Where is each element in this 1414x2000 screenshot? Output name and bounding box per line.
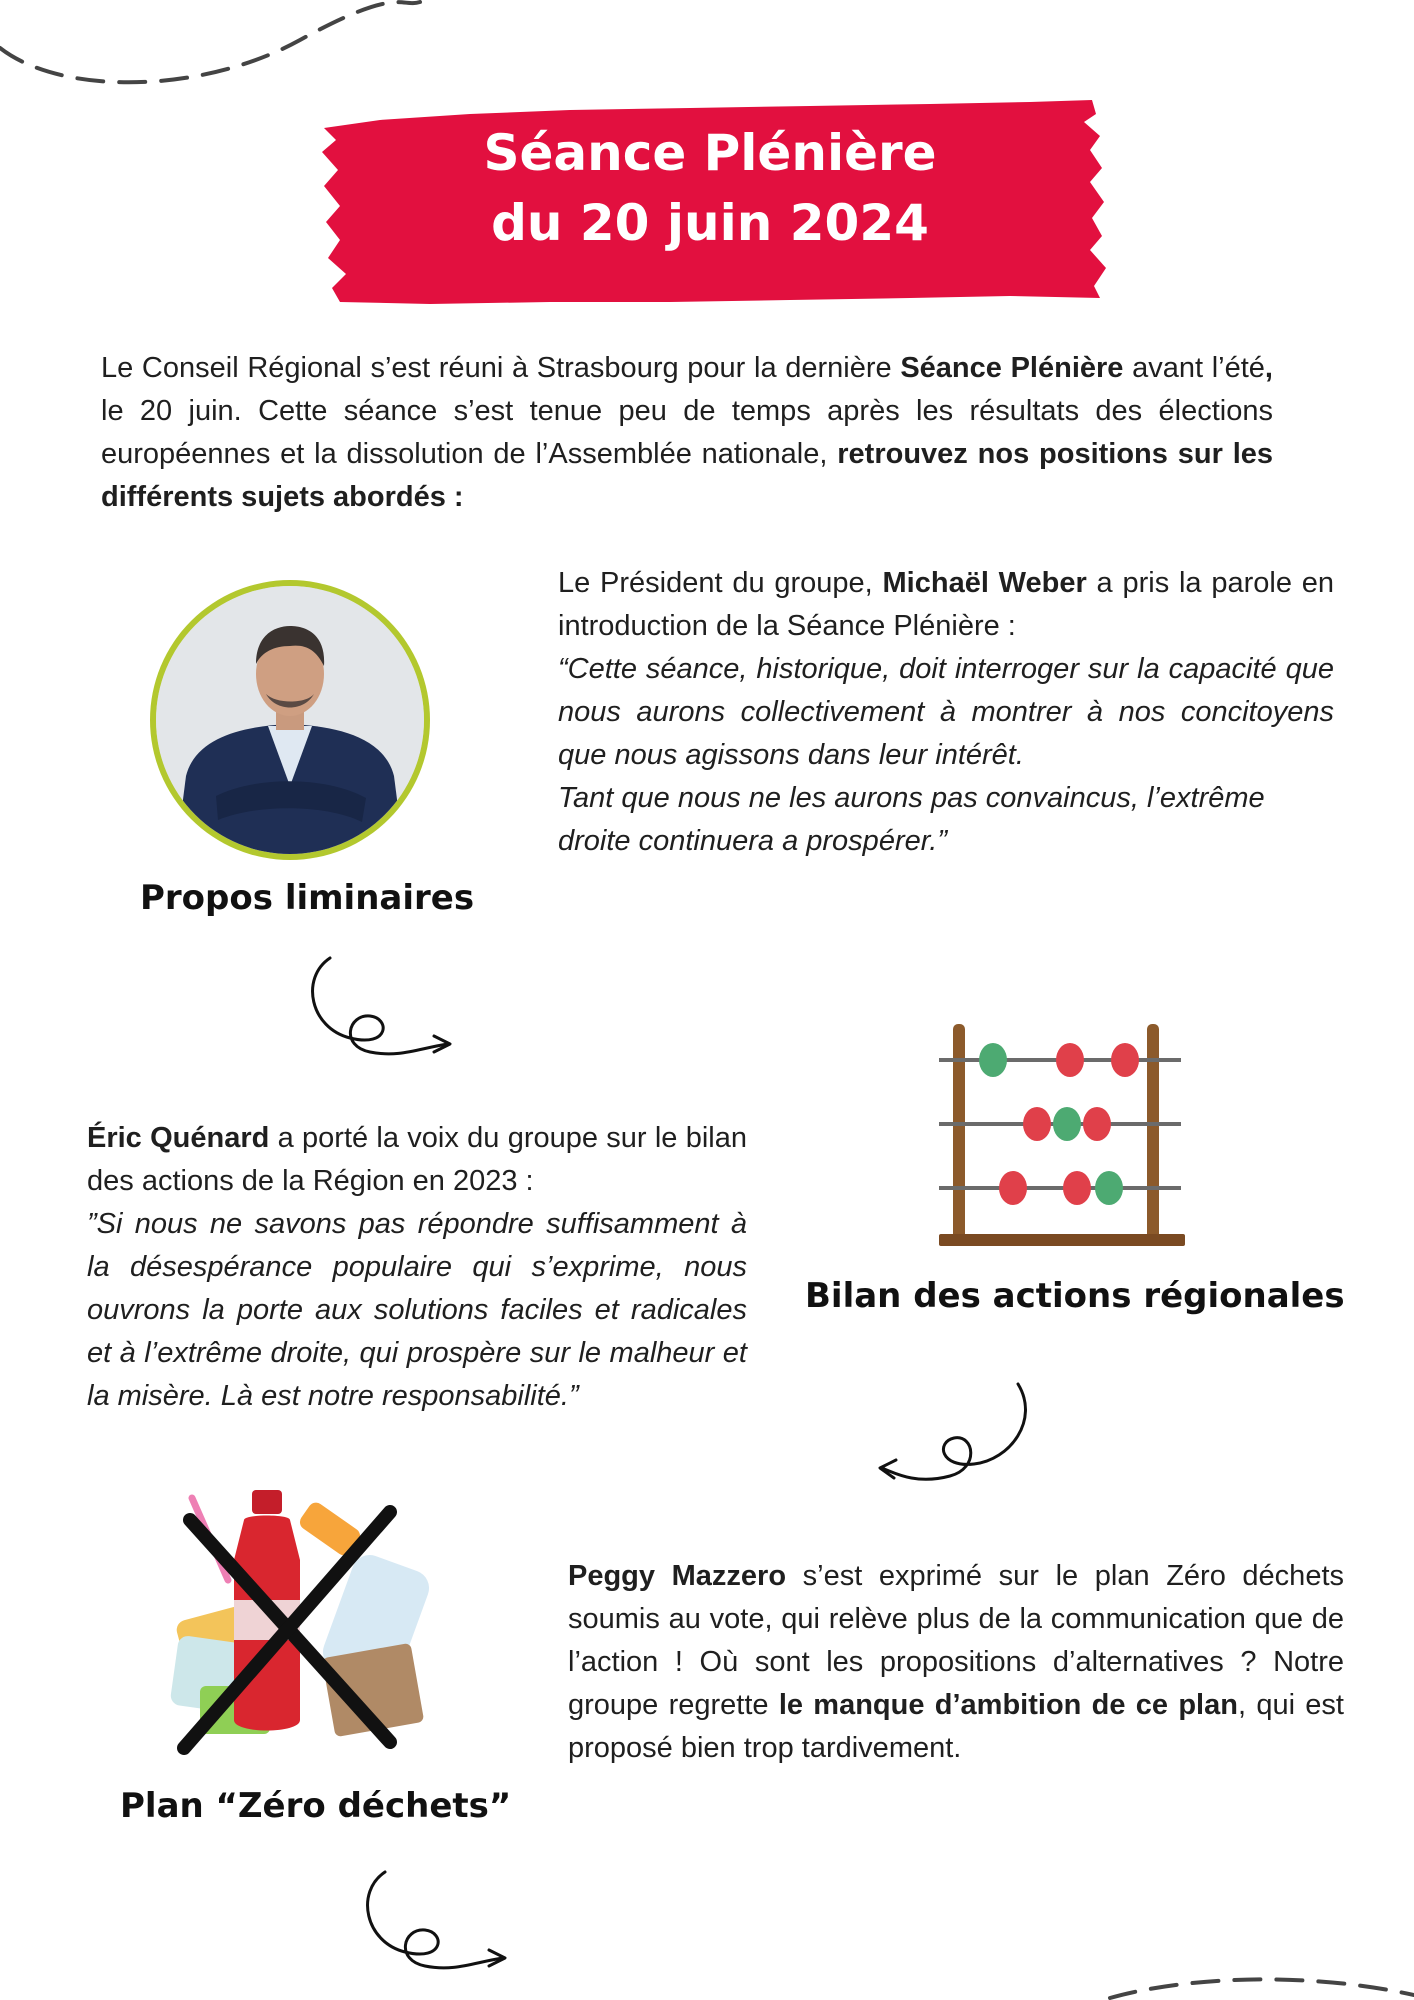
weber-text-2: a pris la parole en introduction de la Séance Plénière : [558,567,1334,642]
weber-quote-1: “Cette séance, historique, doit interroger sur la capacité que nous aurons collectivement à montrer à nos concitoyens que nous agissons dans leur intérêt. [558,653,1334,771]
mazzero-text-2: , qui est proposé bien trop tardivement. [568,1689,1344,1764]
curly-arrow-right-icon [300,948,460,1068]
heading-plan-zero-dechets: Plan “Zéro déchets” [120,1786,512,1826]
intro-text-3: le 20 juin. Cette séance s’est tenue peu de temps après les résultats des élections européennes et la dissolution de l’Assemblée nationale, [101,395,1273,470]
intro-text-2: avant l’été [1123,352,1265,384]
mazzero-text-1: s’est exprimé sur le plan Zéro déchets soumis au vote, qui relève plus de la communication que de l’action ! Où sont les propositions d’alternatives ? Notre groupe regrette [568,1560,1345,1721]
speaker-name-quenard: Éric Quénard [87,1122,270,1154]
dashed-curve-bottom-decoration [1100,1960,1414,2000]
quenard-text-1: a porté la voix du groupe sur le bilan des actions de la Région en 2023 : [87,1122,747,1197]
person-portrait-icon [156,586,424,854]
mazzero-paragraph [568,1555,1344,1770]
portrait-photo [150,580,430,860]
title-line-1: Séance Plénière [483,124,937,182]
curly-arrow-left-icon [870,1380,1030,1490]
intro-bold-comma: , [1264,352,1273,384]
speaker-name-weber: Michaël Weber [882,567,1087,599]
heading-propos-liminaires: Propos liminaires [140,878,475,918]
speaker-name-mazzero: Peggy Mazzero [568,1560,787,1592]
page-title [310,118,1110,258]
quenard-paragraph [87,1117,747,1418]
heading-bilan-actions: Bilan des actions régionales [805,1276,1345,1316]
intro-text-1: Le Conseil Régional s’est réuni à Strasbourg pour la dernière [101,352,901,384]
title-line-2: du 20 juin 2024 [491,194,929,252]
mazzero-bold-ambition: le manque d’ambition de ce plan [778,1689,1238,1721]
title-banner [310,90,1110,310]
weber-paragraph [558,562,1334,863]
intro-bold-seance: Séance Plénière [900,352,1124,384]
quenard-quote: ”Si nous ne savons pas répondre suffisamment à la désespérance populaire qui s’exprime, nous ouvrons la porte aux solutions faciles et radicales et à l’extrême droite, qui prospère sur le malheur et la misère. Là est notre responsabilité.” [87,1208,747,1412]
plastic-waste-crossed-icon [150,1490,450,1770]
weber-quote-2: Tant que nous ne les aurons pas convaincus, l’extrême droite continuera a prospérer.” [558,782,1265,857]
curly-arrow-right-bottom-icon [355,1862,515,1982]
intro-paragraph [101,347,1273,519]
abacus-icon [935,1020,1185,1252]
weber-text-1: Le Président du groupe, [558,567,883,599]
intro-bold-positions: retrouvez nos positions sur les différents sujets abordés : [101,438,1274,513]
dashed-curve-top-decoration [0,0,440,100]
